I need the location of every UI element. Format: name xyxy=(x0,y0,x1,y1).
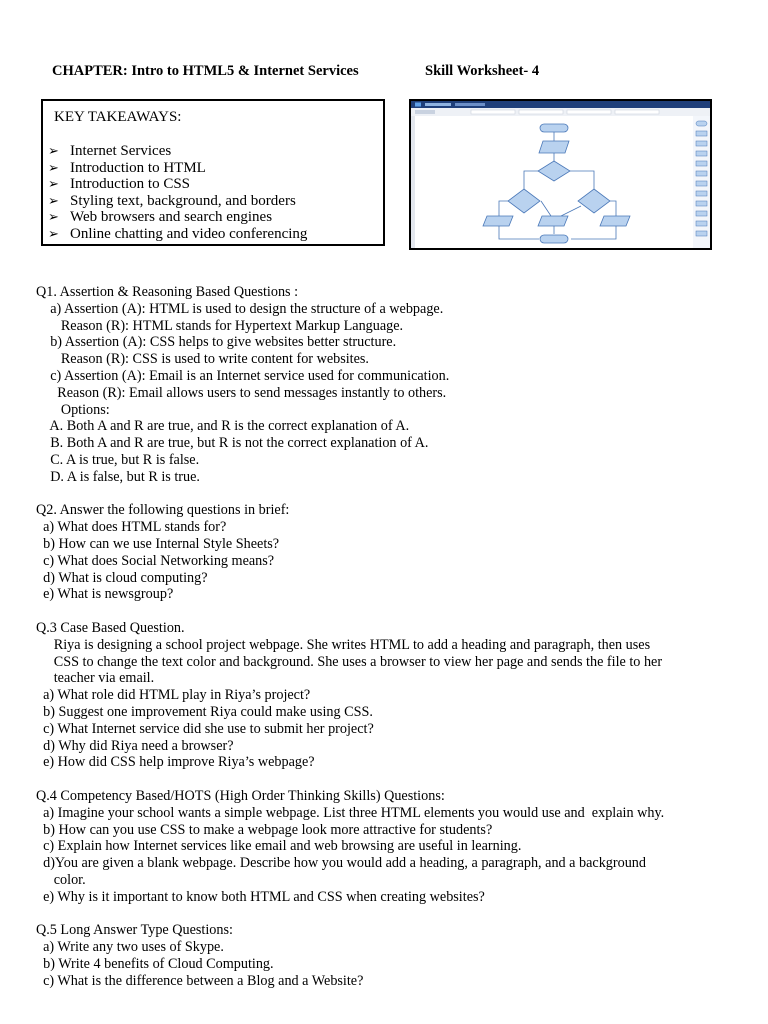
q1-line: A. Both A and R are true, and R is the correct explanation of A. xyxy=(36,418,410,435)
toolbar-field-placeholder xyxy=(519,110,563,114)
q3-line: Riya is designing a school project webpage. She writes HTML to add a heading and paragraph, then uses xyxy=(36,636,651,653)
palette-process-shape xyxy=(696,221,707,226)
q1-line: b) Assertion (A): CSS helps to give websites better structure. xyxy=(36,334,397,351)
flowchart-decision-shape xyxy=(538,161,570,181)
q3-line: CSS to change the text color and background. She uses a browser to view her page and sends the file to her xyxy=(36,653,663,670)
q1-line: C. A is true, but R is false. xyxy=(36,451,200,468)
q1-line: Options: xyxy=(36,401,110,418)
flowchart-screenshot xyxy=(409,99,712,250)
q1-line: a) Assertion (A): HTML is used to design the structure of a webpage. xyxy=(36,300,444,317)
q3-line: b) Suggest one improvement Riya could make using CSS. xyxy=(36,703,373,720)
q3-line: e) How did CSS help improve Riya’s webpage? xyxy=(36,754,315,771)
q5-line: b) Write 4 benefits of Cloud Computing. xyxy=(36,955,274,972)
q2-line: d) What is cloud computing? xyxy=(36,569,208,586)
palette-terminator-shape xyxy=(696,121,707,126)
q1-line: D. A is false, but R is true. xyxy=(36,468,200,485)
flowchart-decision-shape xyxy=(508,189,540,213)
ruler xyxy=(411,116,415,248)
q3-title: Q.3 Case Based Question. xyxy=(36,619,185,636)
arrow-bullet-icon: ➢ xyxy=(48,192,59,208)
palette-process-shape xyxy=(696,151,707,156)
arrow-bullet-icon: ➢ xyxy=(48,209,59,225)
worksheet-label: Skill Worksheet- 4 xyxy=(425,63,540,79)
palette-process-shape xyxy=(696,201,707,206)
q5-title: Q.5 Long Answer Type Questions: xyxy=(36,922,233,939)
q1-line: B. Both A and R are true, but R is not the correct explanation of A. xyxy=(36,435,429,452)
takeaway-item xyxy=(48,143,307,160)
takeaway-item xyxy=(48,193,307,210)
q2-line: b) How can we use Internal Style Sheets? xyxy=(36,535,280,552)
takeaway-item xyxy=(48,160,307,177)
worksheet-header xyxy=(52,63,540,80)
window-subtitle-placeholder xyxy=(455,103,485,106)
palette-process-shape xyxy=(696,181,707,186)
q5-line: a) Write any two uses of Skype. xyxy=(36,939,224,956)
flowchart-output-shape xyxy=(600,216,630,226)
q4-title: Q.4 Competency Based/HOTS (High Order Thinking Skills) Questions: xyxy=(36,787,445,804)
key-takeaways-title: KEY TAKEAWAYS: xyxy=(54,109,182,125)
q4-line: a) Imagine your school wants a simple webpage. List three HTML elements you would use and explain why. xyxy=(36,804,665,821)
takeaway-text: Web browsers and search engines xyxy=(70,209,273,226)
q2-line: c) What does Social Networking means? xyxy=(36,552,275,569)
q1-line: Reason (R): Email allows users to send messages instantly to others. xyxy=(36,384,447,401)
takeaway-text: Introduction to HTML xyxy=(70,159,206,176)
q4-line: b) How can you use CSS to make a webpage look more attractive for students? xyxy=(36,821,493,838)
toolbar-field-placeholder xyxy=(567,110,611,114)
flowchart-output-shape xyxy=(538,216,568,226)
q3-line: a) What role did HTML play in Riya’s project? xyxy=(36,687,311,704)
key-takeaways-list xyxy=(48,143,307,243)
arrow-bullet-icon: ➢ xyxy=(48,176,59,192)
flowchart-decision-shape xyxy=(578,189,610,213)
takeaway-item xyxy=(48,226,307,243)
flowchart-output-shape xyxy=(483,216,513,226)
q1-line: Reason (R): HTML stands for Hypertext Markup Language. xyxy=(36,317,404,334)
q2-line: a) What does HTML stands for? xyxy=(36,519,227,536)
questions-section xyxy=(36,284,664,989)
palette-process-shape xyxy=(696,211,707,216)
palette-process-shape xyxy=(696,231,707,236)
q1-line: Reason (R): CSS is used to write content for websites. xyxy=(36,351,369,368)
toolbar-field-placeholder xyxy=(471,110,515,114)
arrow-bullet-icon: ➢ xyxy=(48,143,59,158)
takeaway-text: Internet Services xyxy=(70,143,172,159)
q4-line: c) Explain how Internet services like email and web browsing are useful in learning. xyxy=(36,838,522,855)
takeaway-text: Online chatting and video conferencing xyxy=(70,225,308,242)
toolbar-field-placeholder xyxy=(615,110,659,114)
palette-process-shape xyxy=(696,141,707,146)
arrow-bullet-icon: ➢ xyxy=(48,159,59,175)
q2-title: Q2. Answer the following questions in brief: xyxy=(36,502,290,519)
palette-process-shape xyxy=(696,191,707,196)
q1-line: c) Assertion (A): Email is an Internet service used for communication. xyxy=(36,367,450,384)
q4-line: e) Why is it important to know both HTML and CSS when creating websites? xyxy=(36,888,485,905)
q3-line: d) Why did Riya need a browser? xyxy=(36,737,234,754)
flowchart-shapes xyxy=(483,124,630,243)
q4-line: color. xyxy=(36,871,86,888)
palette-process-shape xyxy=(696,131,707,136)
arrow-bullet-icon: ➢ xyxy=(48,225,59,241)
takeaway-item xyxy=(48,176,307,193)
q1-title: Q1. Assertion & Reasoning Based Questions : xyxy=(36,284,299,300)
flowchart-stop-shape xyxy=(540,235,568,243)
q3-line: c) What Internet service did she use to submit her project? xyxy=(36,720,374,737)
q2-line: e) What is newsgroup? xyxy=(36,586,174,603)
toolbar-placeholder xyxy=(415,110,435,114)
q4-line: d)You are given a blank webpage. Describe how you would add a heading, a paragraph, and a background xyxy=(36,855,646,872)
takeaway-text: Introduction to CSS xyxy=(70,176,191,193)
palette-process-shape xyxy=(696,161,707,166)
q5-line: c) What is the difference between a Blog and a Website? xyxy=(36,972,364,989)
flowchart-image xyxy=(411,101,710,248)
window-title-placeholder xyxy=(425,103,451,106)
flowchart-start-shape xyxy=(540,124,568,132)
app-logo-icon xyxy=(415,103,421,107)
q3-line: teacher via email. xyxy=(36,670,155,687)
key-takeaways-box xyxy=(41,99,385,246)
takeaway-text: Styling text, background, and borders xyxy=(70,192,296,209)
flowchart-input-shape xyxy=(539,141,569,153)
takeaway-item xyxy=(48,209,307,226)
palette-process-shape xyxy=(696,171,707,176)
chapter-title: CHAPTER: Intro to HTML5 & Internet Services xyxy=(52,63,359,79)
